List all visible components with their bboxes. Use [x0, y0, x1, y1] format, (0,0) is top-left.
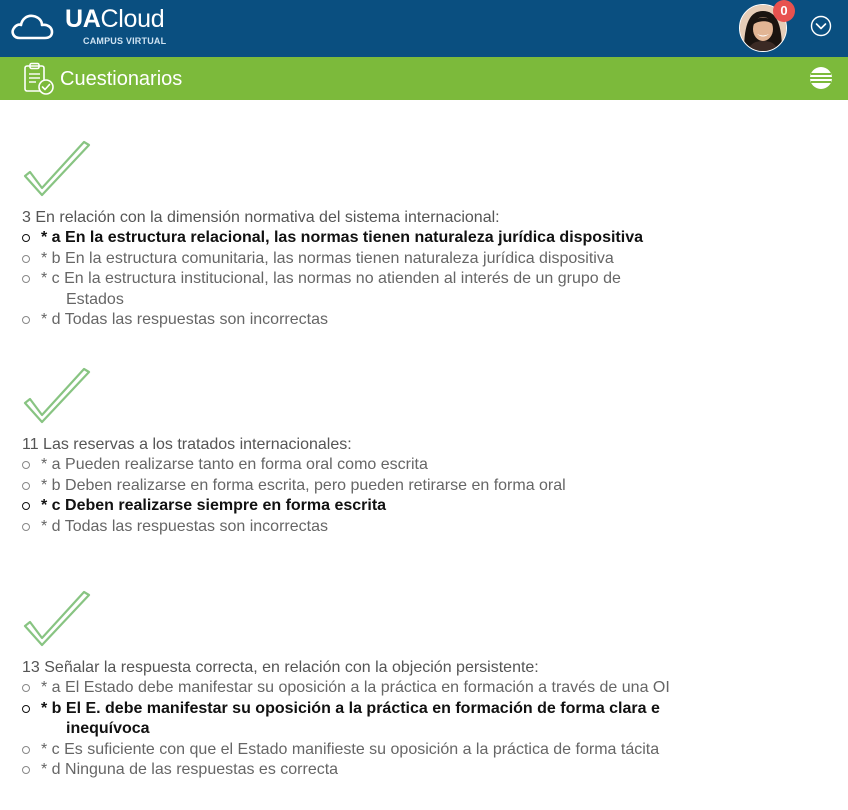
question-block: [22, 367, 822, 537]
checkmark-icon: [22, 140, 92, 200]
bullet-icon: [22, 234, 30, 242]
answer-list: [22, 228, 822, 331]
answer-text: * c En la estructura institucional, las normas no atienden al interés de un grupo de: [41, 270, 621, 287]
bullet-icon: [22, 766, 30, 774]
brand-ua: UA: [65, 5, 101, 33]
answer-text: * b En la estructura comunitaria, las normas tienen naturaleza jurídica dispositiva: [41, 249, 614, 267]
answer-text: * c Deben realizarse siempre en forma escrita: [41, 497, 387, 514]
answer-option: [22, 760, 741, 781]
answer-text: * a Pueden realizarse tanto en forma oral como escrita: [41, 456, 428, 473]
answer-list: [22, 455, 822, 537]
question-title: 13 Señalar la respuesta correcta, en relación con la objeción persistente:: [22, 659, 539, 676]
top-bar: [0, 0, 848, 57]
brand-cloud: Cloud: [100, 5, 165, 33]
answer-option: [22, 228, 681, 249]
checkmark-icon: [22, 590, 92, 650]
answer-option: [22, 249, 681, 270]
answer-text: * d Ninguna de las respuestas es correcta: [41, 761, 339, 778]
brand-logo-text[interactable]: [65, 4, 164, 34]
hamburger-menu-icon[interactable]: [809, 66, 833, 90]
answer-text: * c Es suficiente con que el Estado manifieste su oposición a la práctica de forma tácita: [41, 740, 660, 758]
answer-option: [22, 740, 741, 761]
bullet-icon: [22, 502, 30, 510]
bullet-icon: [22, 255, 30, 263]
bullet-icon: [22, 461, 30, 469]
answer-text: * a El Estado debe manifestar su oposición a la práctica en formación a través de una OI: [41, 679, 670, 696]
question-block: [22, 140, 822, 331]
answer-option: [22, 517, 681, 538]
clipboard-check-icon: [22, 62, 56, 96]
section-bar: [0, 57, 848, 100]
question-title: 3 En relación con la dimensión normativa del sistema internacional:: [22, 209, 500, 226]
answer-option: [22, 476, 681, 497]
answer-option: [22, 699, 741, 740]
brand-subtitle: CAMPUS VIRTUAL: [83, 36, 167, 46]
bullet-icon: [22, 275, 30, 283]
bullet-icon: [22, 746, 30, 754]
answer-text: * a En la estructura relacional, las normas tienen naturaleza jurídica dispositiva: [41, 229, 643, 246]
page-title: Cuestionarios: [60, 68, 183, 90]
chevron-down-icon[interactable]: [810, 15, 832, 37]
quiz-results: [0, 100, 848, 810]
question-title: 11 Las reservas a los tratados internacionales:: [22, 436, 352, 453]
answer-option: [22, 310, 681, 331]
notification-badge[interactable]: 0: [773, 0, 795, 22]
bullet-icon: [22, 523, 30, 531]
answer-option: [22, 678, 741, 699]
checkmark-icon: [22, 367, 92, 427]
cloud-logo-icon[interactable]: [10, 8, 54, 44]
answer-text-continued: Estados: [66, 290, 124, 308]
answer-text: * b Deben realizarse en forma escrita, pero pueden retirarse en forma oral: [41, 476, 566, 494]
question-block: [22, 590, 822, 781]
answer-text-continued: inequívoca: [66, 720, 150, 737]
bullet-icon: [22, 705, 30, 713]
answer-text: * b El E. debe manifestar su oposición a la práctica en formación de forma clara e: [41, 699, 660, 717]
answer-option: [22, 496, 681, 517]
bullet-icon: [22, 482, 30, 490]
answer-list: [22, 678, 822, 781]
answer-option: [22, 455, 681, 476]
answer-text: * d Todas las respuestas son incorrectas: [41, 517, 328, 535]
answer-text: * d Todas las respuestas son incorrectas: [41, 311, 328, 328]
bullet-icon: [22, 316, 30, 324]
answer-option: [22, 269, 681, 310]
bullet-icon: [22, 684, 30, 692]
